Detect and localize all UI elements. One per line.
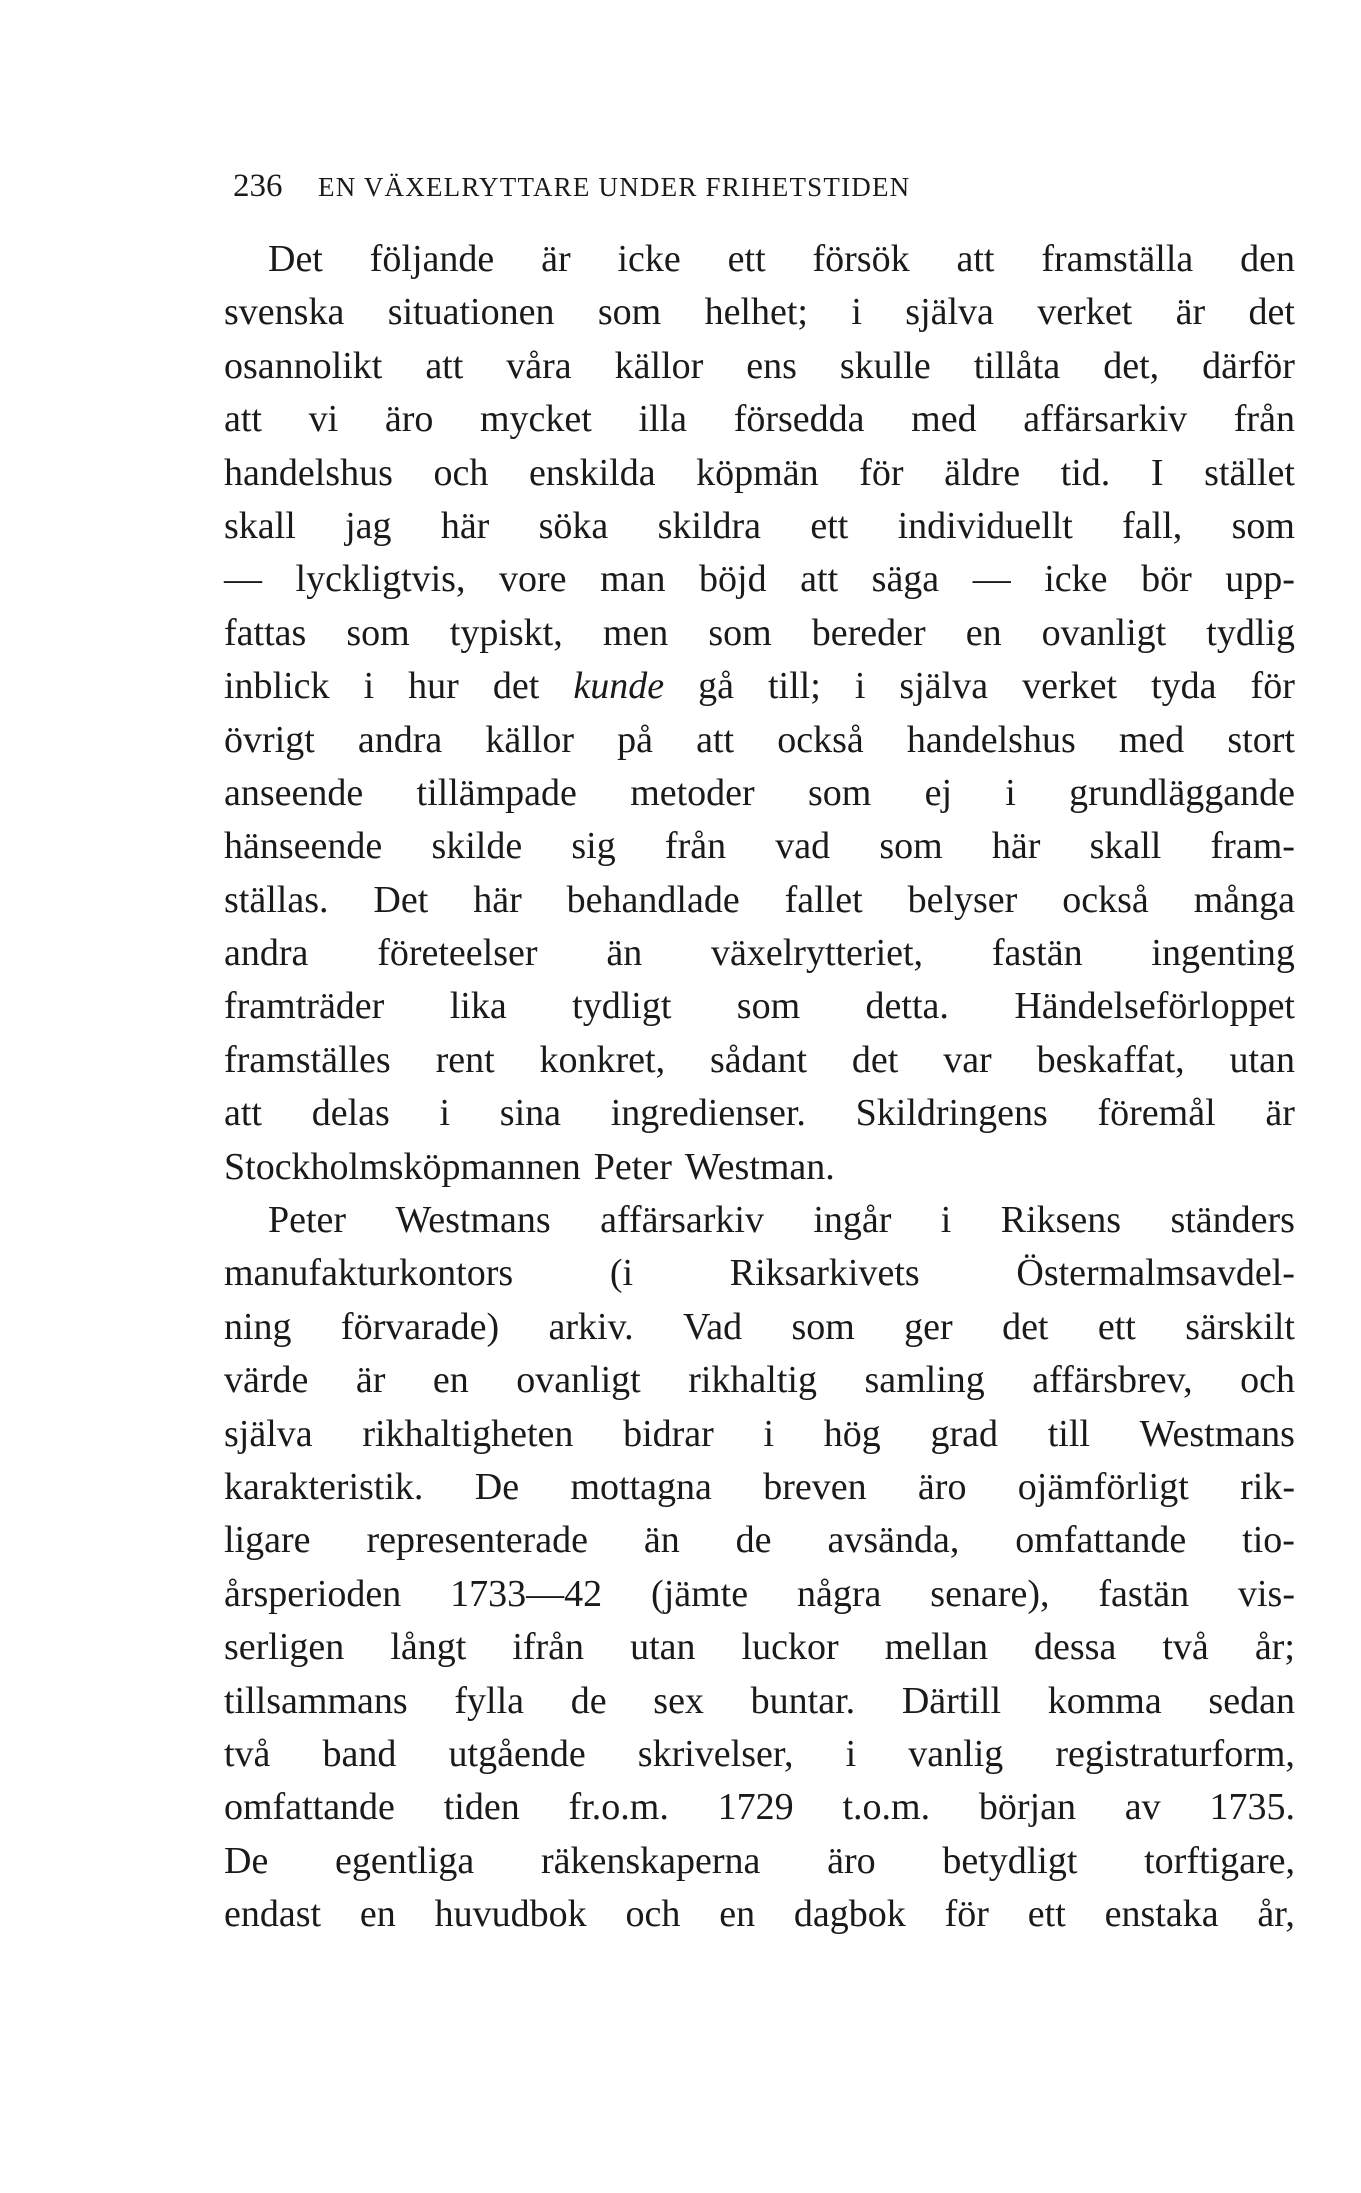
word: att	[224, 398, 262, 441]
word: 1733—42	[450, 1572, 603, 1615]
word: vanlig	[908, 1732, 1004, 1775]
word: svenska	[224, 291, 345, 334]
page-number: 236	[233, 168, 283, 204]
word: ingenting	[1151, 932, 1295, 975]
word: situationen	[387, 291, 555, 334]
word: jag	[345, 504, 392, 547]
word: arkiv.	[548, 1305, 634, 1348]
word: som	[1231, 504, 1295, 547]
word: detta.	[865, 985, 949, 1028]
word: utan	[1229, 1038, 1295, 1081]
word: att	[425, 344, 464, 387]
word: några	[797, 1572, 882, 1615]
word: mycket	[480, 398, 592, 441]
word: fylla	[454, 1679, 524, 1722]
word: säga	[871, 558, 940, 601]
word: icke	[617, 238, 681, 280]
word: behandlade	[566, 878, 740, 921]
word: beskaffat,	[1036, 1038, 1185, 1081]
word: försedda	[733, 398, 865, 441]
word: till;	[768, 665, 821, 708]
word: våra	[506, 344, 572, 387]
word: år,	[1257, 1893, 1295, 1936]
word: verket	[1037, 291, 1133, 334]
word: konkret,	[539, 1038, 666, 1081]
word: räkenskaperna	[540, 1839, 761, 1882]
word: illa	[638, 398, 688, 441]
word: här	[440, 504, 490, 547]
word: och	[625, 1893, 681, 1936]
word: Westmans	[1139, 1412, 1295, 1455]
word: här	[473, 878, 522, 921]
text-line	[224, 340, 1295, 393]
word: verket	[1022, 665, 1118, 708]
word: Händelseförloppet	[1014, 985, 1295, 1028]
word: det	[1002, 1305, 1049, 1348]
word: stort	[1227, 718, 1295, 761]
word: sig	[571, 825, 616, 868]
word: delas	[311, 1092, 390, 1135]
word: I	[1150, 451, 1164, 494]
word: Riksens	[1000, 1199, 1122, 1242]
word: bör	[1141, 558, 1192, 601]
text-line	[224, 660, 1295, 713]
word: företeelser	[377, 932, 538, 975]
word: att	[956, 238, 995, 280]
text-line	[224, 1461, 1295, 1514]
word: skrivelser,	[637, 1732, 794, 1775]
word: som	[346, 611, 410, 654]
word: —	[972, 558, 1011, 601]
word: här	[991, 825, 1041, 868]
word: ning	[224, 1305, 292, 1348]
word: band	[322, 1732, 397, 1775]
word: bidrar	[623, 1412, 714, 1455]
word: endast	[224, 1893, 322, 1936]
text-line	[224, 1621, 1295, 1674]
text-line	[224, 393, 1295, 446]
text-line	[224, 286, 1295, 339]
word: tydlig	[1206, 611, 1295, 654]
word: osannolikt	[224, 344, 383, 387]
word: källor	[485, 718, 575, 761]
word: växelrytteriet,	[711, 932, 924, 975]
paragraph	[224, 1194, 1295, 1941]
word: vore	[499, 558, 567, 601]
paragraph	[224, 233, 1295, 1194]
text-line	[224, 447, 1295, 500]
word: affärsbrev,	[1032, 1359, 1193, 1402]
word: förvarade)	[340, 1305, 500, 1348]
word: belyser	[907, 878, 1018, 921]
word: en	[359, 1893, 396, 1936]
body-text	[224, 233, 1295, 1942]
word: De	[224, 1839, 269, 1882]
text-line	[224, 1301, 1295, 1354]
text-line	[224, 607, 1295, 660]
word: tyda	[1151, 665, 1217, 708]
word: i	[439, 1092, 451, 1135]
word: avsända,	[827, 1519, 960, 1562]
word: är	[1265, 1092, 1295, 1135]
text-line	[224, 500, 1295, 553]
word: t.o.m.	[842, 1786, 931, 1829]
word: hög	[823, 1412, 881, 1455]
word: övrigt	[224, 718, 315, 761]
word: särskilt	[1185, 1305, 1295, 1348]
text-line	[224, 820, 1295, 873]
word: och	[433, 451, 489, 494]
text-line	[224, 1568, 1295, 1621]
running-head	[233, 166, 1153, 206]
word: köpmän	[696, 451, 819, 494]
word: för	[944, 1893, 989, 1936]
word: (jämte	[651, 1572, 749, 1615]
word: metoder	[630, 771, 755, 814]
word: grad	[930, 1412, 999, 1455]
text-line	[224, 980, 1295, 1033]
word: i	[851, 291, 862, 334]
word: är	[541, 238, 571, 280]
word: tio-	[1242, 1519, 1295, 1562]
word: Westman.	[684, 1145, 835, 1188]
word: källor	[614, 344, 704, 387]
word: senare),	[930, 1572, 1050, 1615]
word: ifrån	[512, 1626, 585, 1669]
word: handelshus	[906, 718, 1076, 761]
word: sedan	[1208, 1679, 1295, 1722]
word: serligen	[224, 1626, 345, 1669]
word: årsperioden	[224, 1572, 402, 1615]
word: också	[777, 718, 864, 761]
word: tydligt	[572, 985, 672, 1028]
word: tiden	[443, 1786, 520, 1829]
word: hur	[408, 665, 459, 708]
text-line	[224, 1675, 1295, 1728]
word: början	[978, 1786, 1076, 1829]
word: fall,	[1122, 504, 1183, 547]
word: och	[1240, 1359, 1295, 1402]
word: karakteristik.	[224, 1465, 424, 1508]
word: äldre	[944, 451, 1021, 494]
word: vi	[308, 398, 339, 441]
word: var	[943, 1038, 992, 1081]
word: Därtill	[901, 1679, 1002, 1722]
word: framställa	[1041, 238, 1194, 280]
text-line	[224, 553, 1295, 606]
word: också	[1062, 878, 1149, 921]
text-line	[224, 767, 1295, 820]
word: manufakturkontors	[224, 1252, 514, 1295]
word: att	[224, 1092, 262, 1135]
word: tillåta	[973, 344, 1061, 387]
word: registraturform,	[1055, 1732, 1295, 1775]
text-line	[224, 714, 1295, 767]
word: Peter	[593, 1145, 672, 1188]
word: omfattande	[224, 1786, 395, 1829]
word: mottagna	[570, 1465, 712, 1508]
word: Det	[373, 878, 429, 921]
word: äro	[827, 1839, 876, 1882]
word: kunde	[573, 665, 665, 708]
word: 1735.	[1209, 1786, 1295, 1829]
word: en	[719, 1893, 756, 1936]
word: handelshus	[224, 451, 393, 494]
word: ett	[810, 504, 849, 547]
text-line	[224, 874, 1295, 927]
running-title: EN VÄXELRYTTARE UNDER FRIHETSTIDEN	[318, 172, 911, 202]
word: fr.o.m.	[568, 1786, 669, 1829]
word: vad	[775, 825, 831, 868]
word: själva	[224, 1412, 313, 1455]
word: till	[1047, 1412, 1090, 1455]
word: det	[1248, 291, 1295, 334]
word: den	[1240, 238, 1295, 280]
word: bereder	[811, 611, 926, 654]
word: än	[643, 1519, 680, 1562]
word: De	[474, 1465, 520, 1508]
word: breven	[763, 1465, 867, 1508]
word: hänseende	[224, 825, 383, 868]
text-line	[224, 1194, 1295, 1247]
word: men	[602, 611, 669, 654]
word: framträder	[224, 985, 385, 1028]
word: dessa	[1034, 1626, 1117, 1669]
word: Riksarkivets	[729, 1252, 920, 1295]
word: själva	[905, 291, 994, 334]
text-line	[224, 1514, 1295, 1567]
word: värde	[224, 1359, 309, 1402]
word: från	[664, 825, 727, 868]
word: stället	[1204, 451, 1295, 494]
word: fastän	[991, 932, 1083, 975]
word: buntar.	[750, 1679, 856, 1722]
word: de	[570, 1679, 607, 1722]
word: tillämpade	[416, 771, 577, 814]
word: därför	[1202, 344, 1295, 387]
word: för	[1250, 665, 1295, 708]
word: fram-	[1210, 825, 1295, 868]
word: —	[224, 558, 262, 601]
word: det	[851, 1038, 899, 1081]
text-line	[224, 233, 1295, 286]
word: som	[736, 985, 801, 1028]
word: tid.	[1060, 451, 1111, 494]
word: komma	[1047, 1679, 1162, 1722]
word: själva	[899, 665, 989, 708]
word: att	[696, 718, 735, 761]
word: Peter	[268, 1199, 347, 1242]
word: enskilda	[528, 451, 656, 494]
word: mellan	[884, 1626, 989, 1669]
word: som	[708, 611, 772, 654]
word: samling	[864, 1359, 985, 1402]
word: skall	[224, 504, 296, 547]
word: i	[1005, 771, 1016, 814]
word: utan	[630, 1626, 696, 1669]
word: tillsammans	[224, 1679, 408, 1722]
word: dagbok	[793, 1893, 906, 1936]
word: för	[859, 451, 904, 494]
word: ens	[746, 344, 797, 387]
word: Stockholmsköpmannen	[224, 1145, 581, 1188]
word: följande	[369, 238, 495, 280]
word: omfattande	[1015, 1519, 1187, 1562]
word: sex	[653, 1679, 704, 1722]
text-line	[224, 1888, 1295, 1941]
word: böjd	[699, 558, 767, 601]
word: torftigare,	[1144, 1839, 1295, 1882]
word: äro	[917, 1465, 967, 1508]
word: skildra	[657, 504, 762, 547]
text-line	[224, 927, 1295, 980]
word: det	[492, 665, 540, 708]
text-line	[224, 1781, 1295, 1834]
word: med	[1118, 718, 1185, 761]
word: en	[432, 1359, 469, 1402]
word: helhet;	[704, 291, 808, 334]
word: två	[1162, 1626, 1209, 1669]
word: Östermalmsavdel-	[1016, 1252, 1295, 1295]
text-line	[224, 1408, 1295, 1461]
word: Skildringens	[855, 1092, 1048, 1135]
word: lyckligtvis,	[295, 558, 466, 601]
word: gå	[698, 665, 734, 708]
word: ger	[904, 1305, 953, 1348]
word: upp-	[1225, 558, 1295, 601]
word: luckor	[741, 1626, 839, 1669]
word: de	[735, 1519, 772, 1562]
word: utgående	[448, 1732, 586, 1775]
word: typiskt,	[449, 611, 563, 654]
word: är	[1175, 291, 1206, 334]
word: rik-	[1240, 1465, 1295, 1508]
word: rikhaltigheten	[362, 1412, 574, 1455]
word: det,	[1103, 344, 1160, 387]
word: i	[763, 1412, 775, 1455]
word: två	[224, 1732, 271, 1775]
word: lika	[449, 985, 507, 1028]
word: i	[363, 665, 375, 708]
word: sina	[499, 1092, 561, 1135]
text-line	[224, 1141, 1295, 1194]
word: Vad	[682, 1305, 743, 1348]
word: söka	[538, 504, 609, 547]
word: affärsarkiv	[1023, 398, 1188, 441]
word: skulle	[839, 344, 931, 387]
word: ligare	[224, 1519, 311, 1562]
word: en	[965, 611, 1002, 654]
word: många	[1193, 878, 1295, 921]
word: ingredienser.	[610, 1092, 806, 1135]
word: huvudbok	[434, 1893, 587, 1936]
word: föremål	[1097, 1092, 1216, 1135]
word: ständers	[1170, 1199, 1295, 1242]
word: framställes	[224, 1038, 391, 1081]
word: är	[355, 1359, 386, 1402]
word: representerade	[366, 1519, 588, 1562]
word: skilde	[431, 825, 523, 868]
word: betydligt	[942, 1839, 1078, 1882]
word: enstaka	[1104, 1893, 1219, 1936]
word: grundläggande	[1069, 771, 1295, 814]
word: ingår	[813, 1199, 892, 1242]
word: (i	[609, 1252, 634, 1295]
word: rikhaltig	[688, 1359, 817, 1402]
word: ej	[924, 771, 953, 814]
word: andra	[224, 932, 309, 975]
word: som	[597, 291, 662, 334]
word: affärsarkiv	[600, 1199, 764, 1242]
word: ett	[727, 238, 766, 280]
word: icke	[1044, 558, 1108, 601]
word: i	[940, 1199, 952, 1242]
word: som	[791, 1305, 855, 1348]
word: i	[845, 1732, 857, 1775]
word: försök	[812, 238, 910, 280]
word: som	[879, 825, 943, 868]
word: som	[807, 771, 872, 814]
word: på	[617, 718, 654, 761]
word: ställas.	[224, 878, 329, 921]
word: man	[600, 558, 666, 601]
word: Det	[268, 238, 323, 280]
text-line	[224, 1247, 1295, 1300]
word: egentliga	[335, 1839, 475, 1882]
word: 1729	[717, 1786, 794, 1829]
text-line	[224, 1087, 1295, 1140]
word: andra	[357, 718, 443, 761]
word: ovanligt	[1041, 611, 1167, 654]
word: anseende	[224, 771, 364, 814]
text-line	[224, 1835, 1295, 1888]
text-line	[224, 1034, 1295, 1087]
word: fastän	[1098, 1572, 1190, 1615]
word: långt	[390, 1626, 467, 1669]
word: skall	[1089, 825, 1162, 868]
word: att	[800, 558, 839, 601]
text-line	[224, 1354, 1295, 1407]
word: ett	[1097, 1305, 1136, 1348]
word: ojämförligt	[1017, 1465, 1189, 1508]
word: än	[606, 932, 643, 975]
word: rent	[435, 1038, 495, 1081]
word: ett	[1027, 1893, 1066, 1936]
word: i	[854, 665, 866, 708]
word: ovanligt	[516, 1359, 641, 1402]
word: år;	[1254, 1626, 1295, 1669]
word: Westmans	[395, 1199, 551, 1242]
word: vis-	[1238, 1572, 1295, 1615]
word: med	[911, 398, 977, 441]
text-line	[224, 1728, 1295, 1781]
word: av	[1124, 1786, 1161, 1829]
word: fattas	[224, 611, 307, 654]
word: fallet	[784, 878, 863, 921]
word: individuellt	[897, 504, 1073, 547]
word: sådant	[709, 1038, 808, 1081]
word: äro	[384, 398, 434, 441]
word: från	[1233, 398, 1295, 441]
word: inblick	[224, 665, 330, 708]
